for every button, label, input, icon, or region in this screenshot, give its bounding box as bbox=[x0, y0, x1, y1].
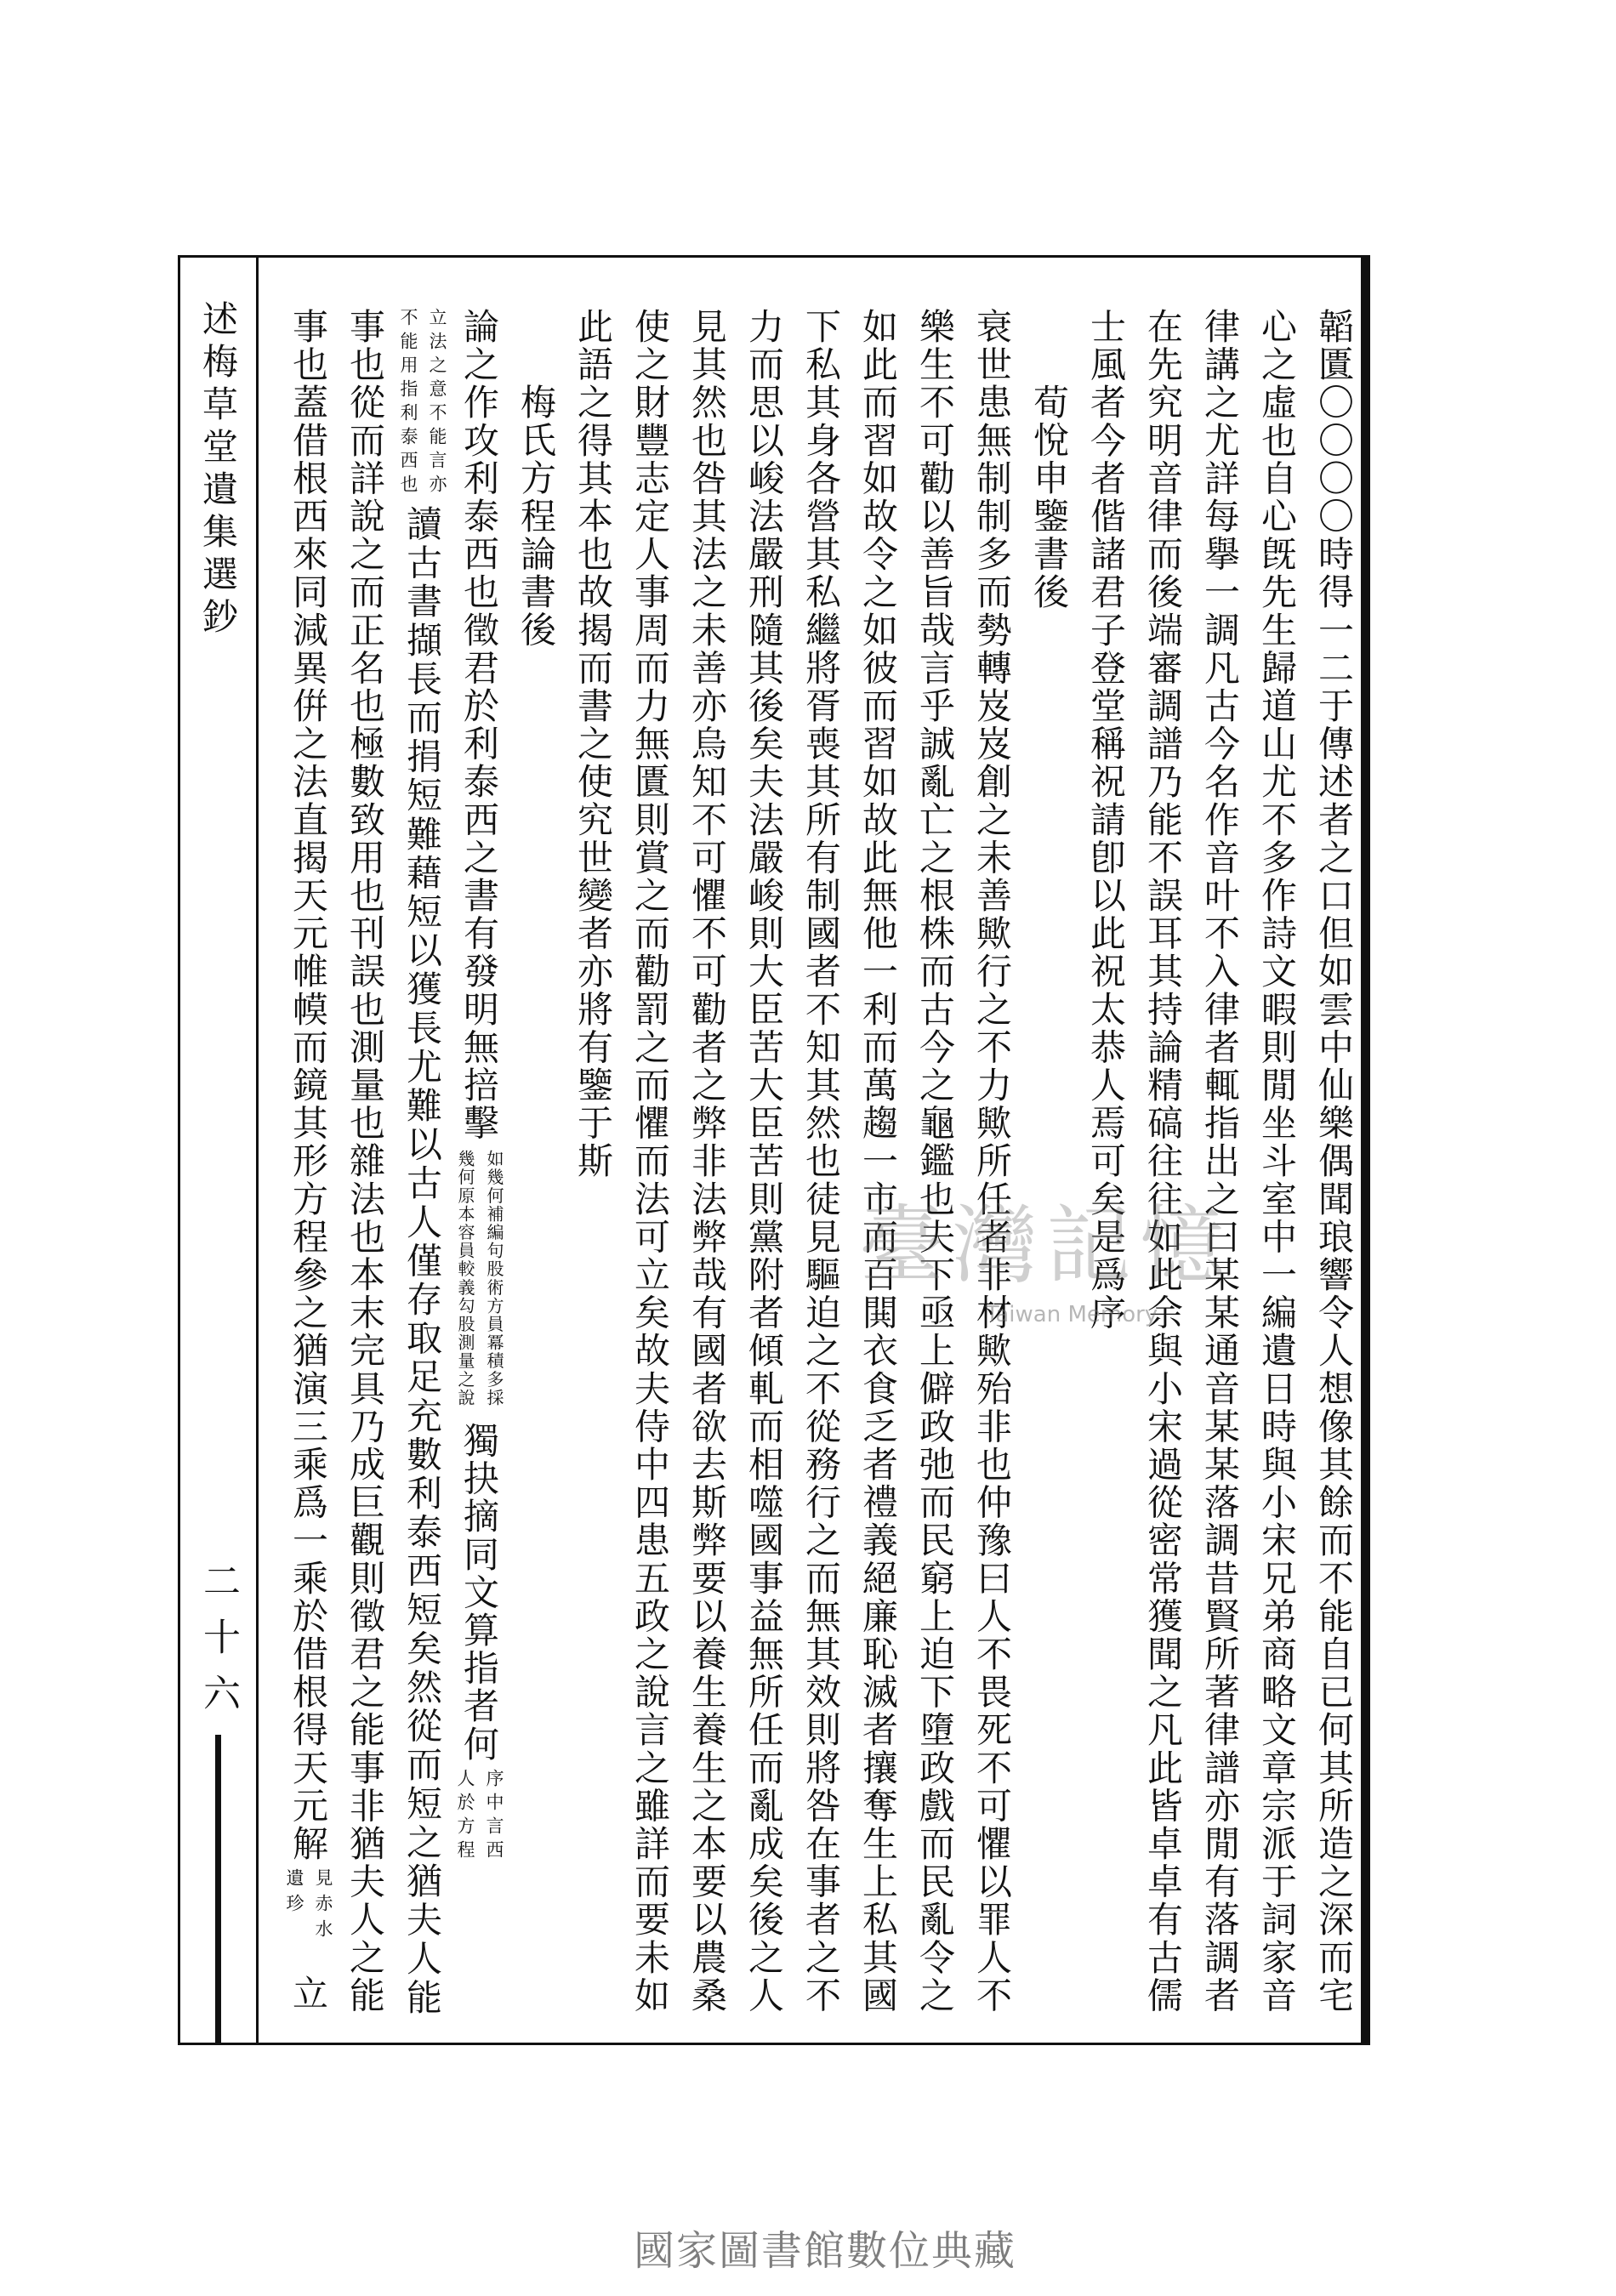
preface-line: 韜匱〇〇〇〇時得一二于傳述者之口但如雲中仙樂偶聞琅響令人想像其餘而不能自已何其所造之深而宅 bbox=[1313, 308, 1355, 2015]
watermark-title: 臺灣記憶 bbox=[859, 1196, 1233, 1295]
body-line: 事也從而詳說之而正名也極數致用也刊誤也測量也雜法也本末完具乃成巨觀則徵君之能事非猶夫人之能 bbox=[344, 308, 386, 2015]
note-left-line: 人於方程 bbox=[455, 1769, 475, 1864]
spine-column bbox=[180, 255, 256, 2043]
section-2-title: 梅氏方程論書後 bbox=[515, 384, 557, 650]
note-left-line: 幾何原本容員較義勾股測量之說 bbox=[455, 1150, 475, 1407]
note-right-line: 序中言西 bbox=[484, 1769, 504, 1864]
body-line: 此語之得其本也故揭而書之使究世變者亦將有鑒于斯 bbox=[572, 308, 614, 1180]
body-line: 獨抉摘同文算指者何 bbox=[458, 1422, 500, 1764]
body-line: 事也蓋借根西來同減異倂之法直揭天元帷幙而鏡其形方程參之猶演三乘爲一乘於借根得天元解 bbox=[287, 308, 329, 1863]
spine-bar bbox=[215, 1735, 221, 2043]
body-line: 論之作攻利泰西也徵君於利泰西之書有發明無掊擊 bbox=[458, 308, 500, 1143]
frame-bottom-border bbox=[178, 2043, 1370, 2045]
body-column bbox=[451, 308, 508, 2021]
preface-line: 在先究明音律而後端審調譜乃能不誤耳其持論精碻往往如此余與小宋過從密常獲聞之凡此皆卓卓有古儒 bbox=[1142, 308, 1184, 2015]
body-column bbox=[280, 308, 337, 2021]
body-line: 讀古書擷長而捐短難藉短以獲長尤難以古人僅存取足充數利泰西短矣然從而短之猶夫人能 bbox=[401, 505, 443, 2018]
spine-book-title: 述梅草堂遺集選鈔 bbox=[197, 300, 239, 640]
body-line: 使之財豐志定人事周而力無匱則賞之而勸罰之而懼而法可立矣故夫侍中四患五政之說言之雖詳而要未如 bbox=[629, 308, 671, 2015]
body-line-end: 立 bbox=[287, 1975, 329, 2013]
section-title-column bbox=[508, 308, 565, 2021]
page-number: 二十六 bbox=[196, 1561, 240, 1730]
body-line: 力而思以峻法嚴刑隨其後矣夫法嚴峻則大臣苦大臣苦則黨附者傾軋而相噬國事益無所任而亂成矣後之人 bbox=[743, 308, 785, 2015]
preface-line: 心之虛也自心旣先生歸道山尤不多作詩文暇則閒坐斗室中一編遺日時與小宋兄弟商略文章宗派于詞家音 bbox=[1256, 308, 1298, 2015]
note-left-line: 遺珍 bbox=[284, 1868, 304, 1919]
preface-line: 士風者今者偕諸君子登堂稱祝請卽以此祝太恭人焉可矣是爲序 bbox=[1085, 308, 1127, 1333]
body-line: 見其然也咎其法之未善亦烏知不可懼不可勸者之弊非法弊哉有國者欲去斯弊要以養生養生之本要以農桑 bbox=[686, 308, 728, 2015]
body-column bbox=[736, 308, 793, 2021]
note-right-line: 立法之意不能言亦 bbox=[427, 308, 447, 498]
frame-top-border bbox=[178, 255, 1370, 258]
body-column bbox=[565, 308, 622, 2021]
preface-column bbox=[1078, 308, 1135, 2021]
body-column bbox=[907, 308, 964, 2021]
body-column bbox=[394, 308, 451, 2021]
watermark-subtitle: Taiwan Memory bbox=[985, 1302, 1158, 1327]
frame-spine-divider bbox=[256, 255, 259, 2045]
body-line: 衰世患無制制多而勢轉岌岌創之未善歟行之不力歟所任者非材歟殆非也仲豫曰人不畏死不可懼以罪人不 bbox=[971, 308, 1013, 2015]
note-right-line: 如幾何補編句股術方員冪積多採 bbox=[484, 1150, 504, 1407]
preface-column bbox=[1135, 308, 1192, 2021]
body-column bbox=[679, 308, 736, 2021]
body-line: 如此而習如故令之如彼而習如故此無他一利而萬趨一市而百閧衣食乏者禮義絕廉恥滅者攘奪生上私其國 bbox=[857, 308, 899, 2015]
body-column bbox=[964, 308, 1021, 2021]
body-line: 下私其身各營其私繼將胥喪其所有制國者不知其然也徒見驅迫之不從務行之而無其效則將咎在事者之不 bbox=[800, 308, 842, 2015]
preface-column bbox=[1192, 308, 1249, 2021]
note-right-line: 見赤水 bbox=[313, 1868, 333, 1945]
note-left-line: 不能用指利泰西也 bbox=[398, 308, 418, 498]
preface-column bbox=[1249, 308, 1306, 2021]
preface-column bbox=[1306, 308, 1363, 2021]
body-column bbox=[793, 308, 850, 2021]
body-line: 樂生不可勸以善旨哉言乎誠亂亡之根株而古今之龜鑑也夫下亟上僻政弛而民窮上迫下墮政戲而民亂令之 bbox=[914, 308, 956, 2015]
body-column bbox=[337, 308, 394, 2021]
body-column bbox=[850, 308, 907, 2021]
archive-footer: 國家圖書館數位典藏 bbox=[633, 2227, 1016, 2275]
section-title-column bbox=[1021, 308, 1078, 2021]
body-column bbox=[622, 308, 679, 2021]
taiwan-memory-watermark bbox=[851, 1191, 1242, 1328]
preface-line: 律講之尤詳每擧一調凡古今名作音叶不入律者輒指出之曰某某通音某某落調昔賢所著律譜亦閒有落調者 bbox=[1199, 308, 1241, 2015]
section-1-title: 荀悅申鑒書後 bbox=[1028, 384, 1070, 611]
